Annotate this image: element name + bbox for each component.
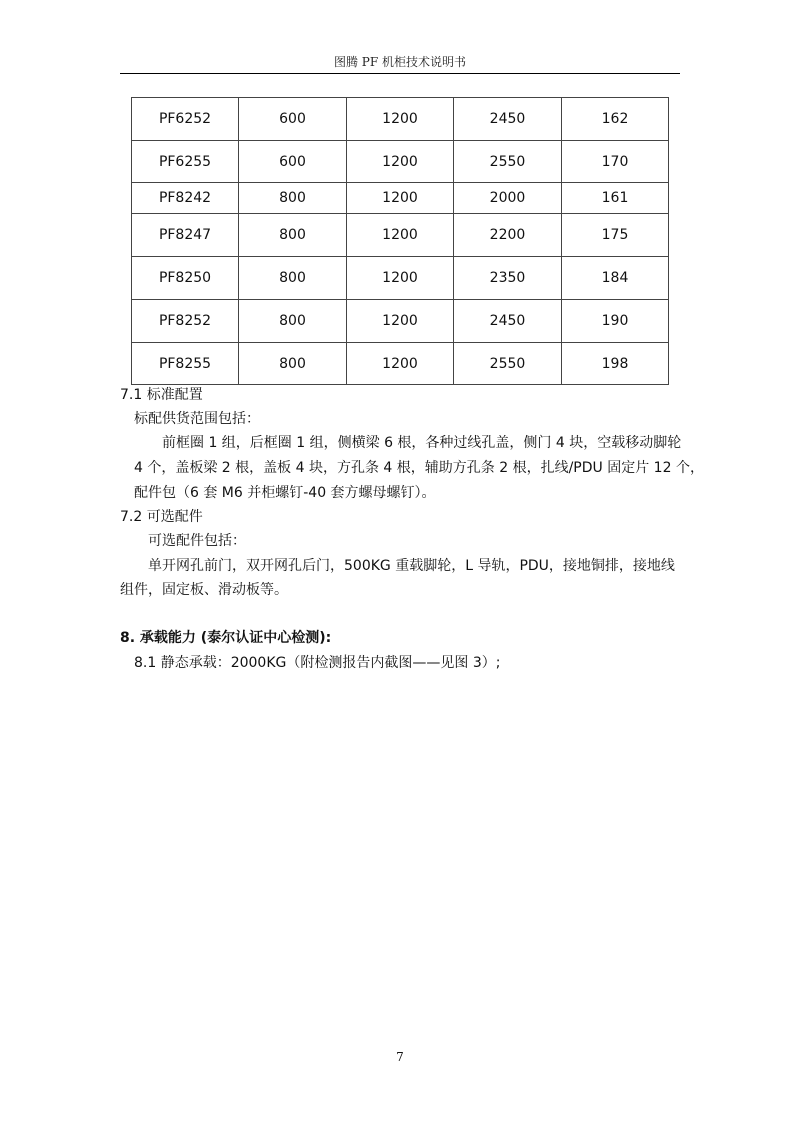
table-cell: 1200 [347, 343, 454, 385]
table-cell: 1200 [347, 214, 454, 257]
table-cell: 190 [562, 300, 669, 343]
table-cell: 800 [239, 214, 347, 257]
table-cell: 198 [562, 343, 669, 385]
table-cell: 2200 [454, 214, 562, 257]
table-cell: 2350 [454, 257, 562, 300]
section-7-2-line-2: 组件，固定板、滑动板等。 [120, 582, 288, 598]
section-8-heading: 8. 承载能力 (泰尔认证中心检测): [120, 630, 332, 646]
table-row [132, 141, 669, 183]
table-cell: 2450 [454, 98, 562, 141]
table-cell: 2000 [454, 183, 562, 214]
table-row [132, 214, 669, 257]
section-7-2-heading: 7.2 可选配件 [120, 509, 203, 525]
table-cell: 161 [562, 183, 669, 214]
table-cell: 800 [239, 257, 347, 300]
section-7-1-line-1: 前框圈 1 组，后框圈 1 组，侧横梁 6 根，各种过线孔盖，侧门 4 块，空载移动脚轮 [162, 435, 682, 451]
section-7-2-intro: 可选配件包括： [148, 533, 246, 549]
header-rule [120, 73, 680, 74]
table-cell: 2550 [454, 343, 562, 385]
table-cell: 1200 [347, 257, 454, 300]
page-number: 7 [396, 1050, 404, 1064]
table-cell: 2550 [454, 141, 562, 183]
table-cell: 162 [562, 98, 669, 141]
table-cell: PF8252 [132, 300, 239, 343]
page-header: 图腾 PF 机柜技术说明书 [333, 55, 467, 69]
table-cell: 184 [562, 257, 669, 300]
table-cell: 170 [562, 141, 669, 183]
section-7-1-intro: 标配供货范围包括： [134, 411, 260, 427]
table-cell: PF6252 [132, 98, 239, 141]
table-cell: 1200 [347, 98, 454, 141]
table-cell: PF8242 [132, 183, 239, 214]
table-cell: 800 [239, 183, 347, 214]
section-7-2-line-1: 单开网孔前门，双开网孔后门，500KG 重载脚轮，L 导轨，PDU，接地铜排，接地线 [148, 558, 675, 574]
table-cell: 800 [239, 300, 347, 343]
section-8-1-line: 8.1 静态承载：2000KG（附检测报告内截图——见图 3）; [134, 655, 501, 671]
section-7-1-line-2: 4 个，盖板梁 2 根，盖板 4 块，方孔条 4 根，辅助方孔条 2 根，扎线/PDU 固定片 12 个， [134, 460, 704, 476]
table-row [132, 183, 669, 214]
table-cell: 1200 [347, 141, 454, 183]
table-row [132, 98, 669, 141]
table-row [132, 257, 669, 300]
table-cell: 1200 [347, 183, 454, 214]
table-cell: PF8247 [132, 214, 239, 257]
spec-table [131, 97, 669, 385]
table-row [132, 343, 669, 385]
table-cell: 600 [239, 141, 347, 183]
table-cell: 175 [562, 214, 669, 257]
table-row [132, 300, 669, 343]
section-7-1-line-3: 配件包（6 套 M6 并柜螺钉-40 套方螺母螺钉）。 [134, 485, 436, 501]
section-7-1-heading: 7.1 标准配置 [120, 387, 203, 403]
table-cell: 600 [239, 98, 347, 141]
table-cell: PF6255 [132, 141, 239, 183]
table-cell: 2450 [454, 300, 562, 343]
table-cell: PF8255 [132, 343, 239, 385]
table-cell: 800 [239, 343, 347, 385]
table-cell: 1200 [347, 300, 454, 343]
table-cell: PF8250 [132, 257, 239, 300]
